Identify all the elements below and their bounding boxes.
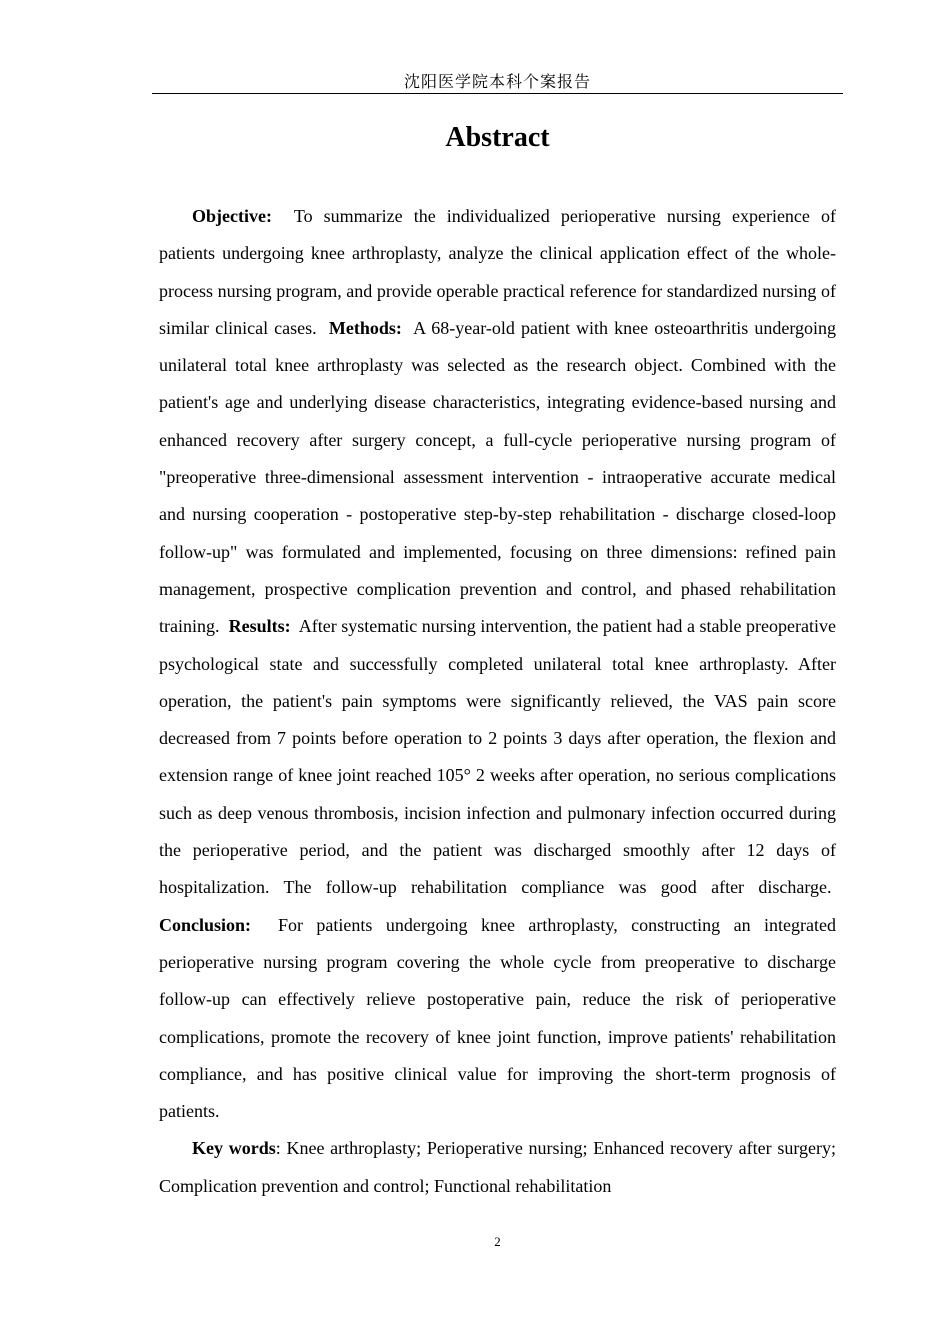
page-number: 2 — [494, 1234, 501, 1249]
methods-label: Methods: — [328, 317, 402, 338]
objective-text: To summarize the individualized perioperative nursing experience of patients undergoing knee arthroplasty, analyze the clinical application effect of the whole-process nursing program, and provide operable practical reference for standardized nursing of similar clinical cases. — [159, 206, 836, 338]
keywords-label: Key words — [192, 1138, 276, 1159]
page-title: Abstract — [445, 122, 550, 153]
keywords-text: : Knee arthroplasty; Perioperative nursing; Enhanced recovery after surgery; Complication prevention and control; Functional rehabilitation — [159, 1138, 836, 1196]
methods-text: A 68-year-old patient with knee osteoarthritis undergoing unilateral total knee arthroplasty was selected as the research object. Combined with the patient's age and underlying disease characteristics, integrating evidence-based nursing and enhanced recovery after surgery concept, a full-cycle perioperative nursing program of "preoperative three-dimensional assessment intervention - intraoperative accurate medical and nursing cooperation - postoperative step-by-step rehabilitation - discharge closed-loop follow-up" was formulated and implemented, focusing on three dimensions: refined pain management, prospective complication prevention and control, and phased rehabilitation training. — [159, 317, 836, 637]
keywords-paragraph — [159, 1130, 836, 1205]
conclusion-text: For patients undergoing knee arthroplasty, constructing an integrated perioperative nursing program covering the whole cycle from preoperative to discharge follow-up can effectively relieve postoperative pain, reduce the risk of perioperative complications, promote the recovery of knee joint function, improve patients' rehabilitation compliance, and has positive clinical value for improving the short-term prognosis of patients. — [159, 914, 837, 1122]
header-text: 沈阳医学院本科个案报告 — [403, 72, 591, 91]
results-text: After systematic nursing intervention, the patient had a stable preoperative psychological state and successfully completed unilateral total knee arthroplasty. After operation, the patient's pain symptoms were significantly relieved, the VAS pain score decreased from 7 points before operation to 2 points 3 days after operation, the flexion and extension range of knee joint reached 105° 2 weeks after operation, no serious complications such as deep venous thrombosis, incision infection and pulmonary infection occurred during the perioperative period, and the patient was discharged smoothly after 12 days of hospitalization. The follow-up rehabilitation compliance was good after discharge. — [159, 616, 836, 898]
page-header — [152, 71, 843, 94]
objective-label: Objective: — [192, 206, 272, 226]
abstract-paragraph — [159, 198, 836, 1130]
conclusion-label: Conclusion: — [159, 914, 252, 935]
results-label: Results: — [228, 616, 291, 637]
abstract-body — [159, 198, 836, 1205]
